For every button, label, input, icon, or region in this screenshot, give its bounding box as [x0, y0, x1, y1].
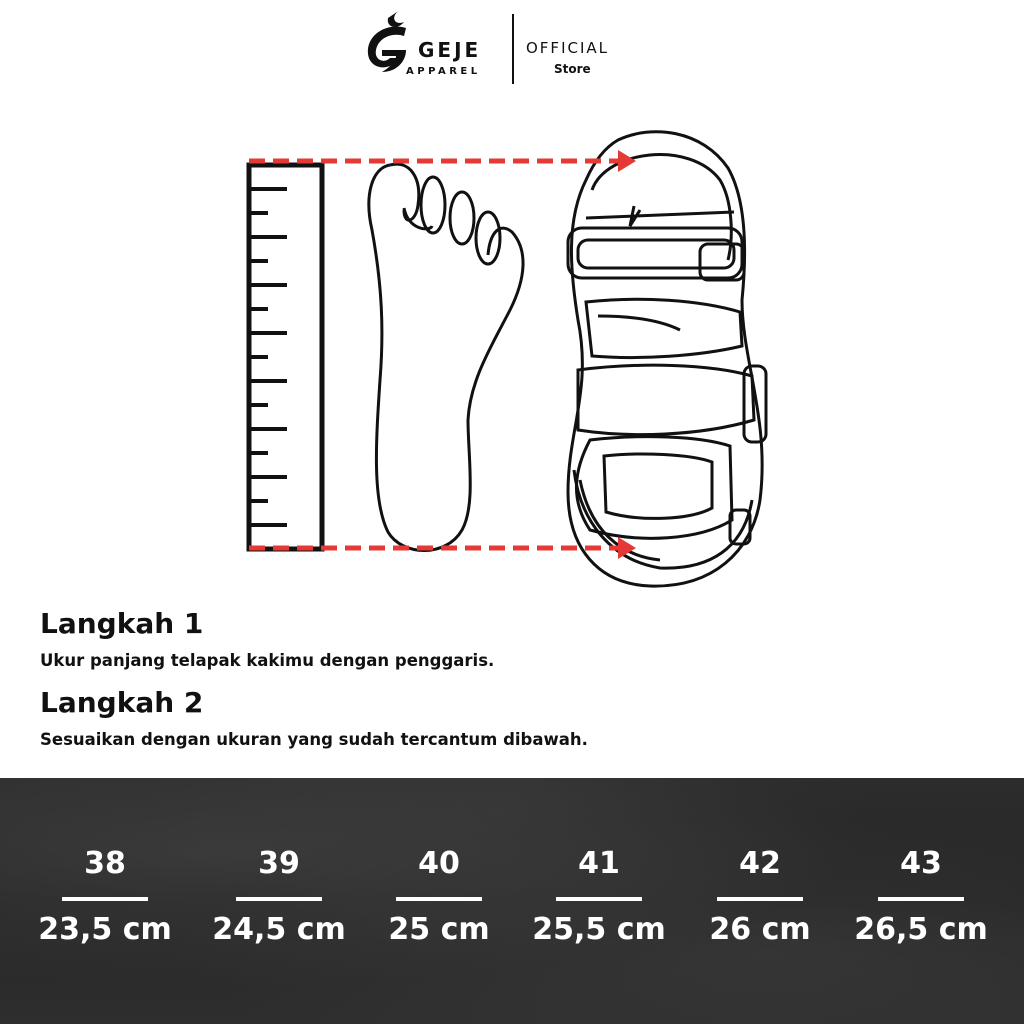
size-divider-line — [396, 897, 482, 901]
size-eu-label: 38 — [84, 846, 126, 881]
step-1-title: Langkah 1 — [40, 607, 204, 640]
foot-icon — [369, 164, 523, 550]
size-eu-label: 39 — [258, 846, 300, 881]
ruler-icon — [249, 165, 322, 549]
size-divider-line — [556, 897, 642, 901]
size-cm-label: 24,5 cm — [212, 912, 346, 947]
sandal-icon — [568, 132, 766, 586]
size-eu-label: 43 — [900, 846, 942, 881]
brand-subword: APPAREL — [406, 66, 481, 77]
brand-wordmark: GEJE — [418, 38, 482, 62]
size-eu-label: 42 — [739, 846, 781, 881]
size-divider-line — [236, 897, 322, 901]
size-divider-line — [878, 897, 964, 901]
size-divider-line — [62, 897, 148, 901]
size-cm-label: 26,5 cm — [854, 912, 988, 947]
size-eu-label: 40 — [418, 846, 460, 881]
size-divider-line — [717, 897, 803, 901]
size-cm-label: 23,5 cm — [38, 912, 172, 947]
size-cm-label: 26 cm — [709, 912, 811, 947]
size-chart-board — [0, 778, 1024, 1024]
size-cm-label: 25 cm — [388, 912, 490, 947]
brand-official: OFFICIAL — [526, 39, 610, 57]
brand-store: Store — [554, 62, 591, 76]
step-1-description: Ukur panjang telapak kakimu dengan penggaris. — [40, 651, 495, 670]
step-2-description: Sesuaikan dengan ukuran yang sudah tercantum dibawah. — [40, 730, 588, 749]
size-eu-label: 41 — [578, 846, 620, 881]
step-2-title: Langkah 2 — [40, 686, 204, 719]
size-cm-label: 25,5 cm — [532, 912, 666, 947]
